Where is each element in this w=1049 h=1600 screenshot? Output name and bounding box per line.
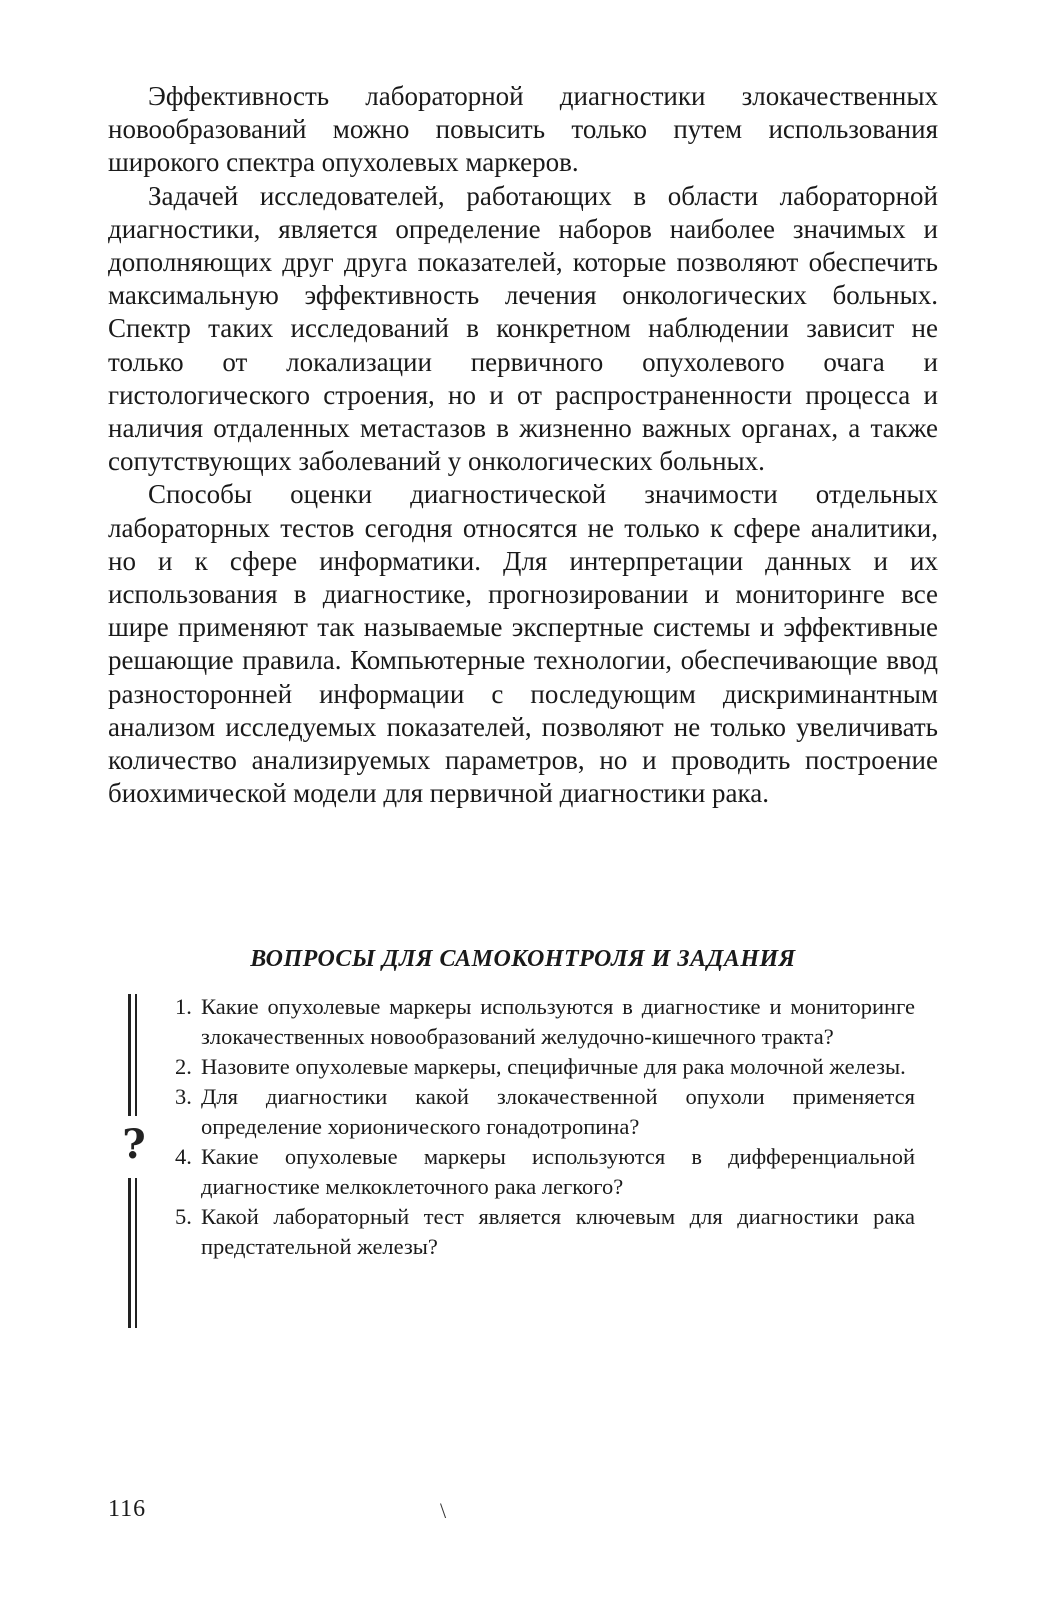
question-text: Какой лабораторный тест является ключевым для диагностики рака предстательной железы? [201,1204,915,1259]
section-title: ВОПРОСЫ ДЛЯ САМОКОНТРОЛЯ И ЗАДАНИЯ [250,946,796,972]
margin-rule-top [128,994,131,1116]
paragraph-1: Эффективность лабораторной диагностики злокачественных новообразований можно повысить только путем использования широкого спектра опухолевых маркеров. [108,81,938,178]
question-text: Какие опухолевые маркеры используются в диагностике и мониторинге злокачественных новообразований желудочно-кишечного тракта? [201,994,915,1049]
page-number: 116 [108,1496,147,1522]
question-text: Назовите опухолевые маркеры, специфичные для рака молочной железы. [201,1054,906,1079]
question-item [175,992,915,1052]
paragraph-2: Задачей исследователей, работающих в области лабораторной диагностики, является определение наборов наиболее значимых и дополняющих друг друга показателей, которые позволяют обеспечить максимальную эффективность лечения онкологических больных. Спектр таких исследований в конкретном наблюдении зависит не только от локализации первичного опухолевого очага и гистологического строения, но и от распространенности процесса и наличия отдаленных метастазов в жизненно важных органах, а также сопутствующих заболеваний у онкологических больных. [108,180,938,477]
question-number: 2. [175,1054,192,1079]
question-number: 3. [175,1084,192,1109]
question-item [175,1082,915,1142]
question-number: 5. [175,1204,192,1229]
body-text [108,80,938,810]
question-list [175,992,915,1262]
margin-rule-bottom-inner [135,1178,137,1328]
margin-rule-top-inner [135,994,137,1116]
question-item [175,1202,915,1262]
question-text: Для диагностики какой злокачественной опухоли применяется определение хорионического гонадотропина? [201,1084,915,1139]
paragraph-3: Способы оценки диагностической значимости отдельных лабораторных тестов сегодня относятся не только к сфере аналитики, но и к сфере информатики. Для интерпретации данных и их использования в диагностике, прогнозировании и мониторинге все шире применяют так называемые экспертные системы и эффективные решающие правила. Компьютерные технологии, обеспечивающие ввод разносторонней информации с последующим дискриминантным анализом исследуемых показателей, позволяют не только увеличивать количество анализируемых параметров, но и проводить построение биохимической модели для первичной диагностики рака. [108,479,938,809]
question-number: 1. [175,994,192,1019]
question-text: Какие опухолевые маркеры используются в дифференциальной диагностике мелкоклеточного рака легкого? [201,1144,915,1199]
question-mark-icon: ? [122,1121,146,1168]
margin-rule-bottom [128,1178,131,1328]
question-item [175,1142,915,1202]
question-item [175,1052,915,1082]
question-number: 4. [175,1144,192,1169]
stray-mark: \ [440,1498,447,1523]
